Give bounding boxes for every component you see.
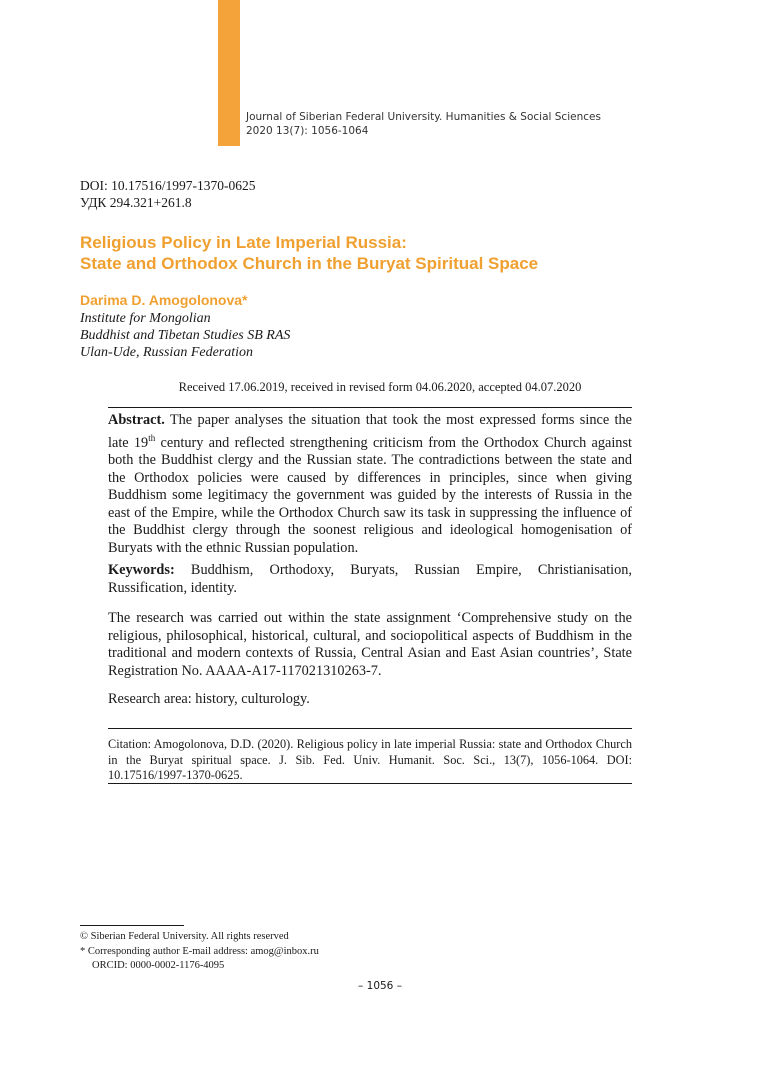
affiliation-line: Ulan-Ude, Russian Federation xyxy=(80,345,254,360)
paper-title xyxy=(80,232,538,274)
affiliation-line: Buddhist and Tibetan Studies SB RAS xyxy=(80,328,291,343)
keywords-label: Keywords: xyxy=(108,562,175,578)
doi: DOI: 10.17516/1997-1370-0625 xyxy=(80,178,256,193)
journal-issue: 2020 13(7): 1056-1064 xyxy=(246,125,369,137)
doi-block xyxy=(80,177,256,211)
title-line-2: State and Orthodox Church in the Buryat Spiritual Space xyxy=(80,254,539,273)
abstract-sup: th xyxy=(148,432,156,443)
abstract-text: The paper analyses the situation that took the most expressed forms since the late 19 xyxy=(108,412,632,451)
citation: Citation: Amogolonova, D.D. (2020). Religious policy in late imperial Russia: state and Orthodox Church in the Buryat spiritual space. J. Sib. Fed. Univ. Humanit. Soc. Sci., 13(7), 1056-1064. DOI: 10.17516/1997-1370-0625. xyxy=(108,737,632,782)
keywords xyxy=(108,562,632,597)
received-dates: Received 17.06.2019, received in revised form 04.06.2020, accepted 04.07.2020 xyxy=(178,380,582,394)
research-area: Research area: history, culturology. xyxy=(108,691,310,707)
affiliation xyxy=(80,310,290,361)
copyright-note: © Siberian Federal University. All rights reserved xyxy=(80,931,289,942)
abstract-label: Abstract. xyxy=(108,412,165,428)
funding-statement: The research was carried out within the state assignment ‘Comprehensive study on the religious, philosophical, historical, cultural, and sociopolitical aspects of Buddhism in the traditional and modern contexts of Russia, Central Asian and East Asian countries’, State Registration No. AAAA-A17-117021310263-7. xyxy=(108,610,632,679)
page-number: – 1056 – xyxy=(358,980,402,992)
journal-header xyxy=(246,110,601,138)
affiliation-line: Institute for Mongolian xyxy=(80,311,211,326)
title-line-1: Religious Policy in Late Imperial Russia: xyxy=(80,233,407,252)
abstract-text-cont: century and reflected strengthening criticism from the Orthodox Church against both the Buddhist clergy and the Russian state. The contradictions between the state and the Orthodox policies were caused by differences in principles, since when giving Buddhism some legitimacy the government was guided by the interests of Russia in the east of the Empire, while the Orthodox Church saw its task in suppressing the influence of the Buddhist clergy through the soonest religious and ideological homogenisation of Buryats with the ethnic Russian population. xyxy=(108,434,632,556)
abstract xyxy=(108,412,632,558)
citation-top-rule xyxy=(108,728,632,729)
author-name: Darima D. Amogolonova* xyxy=(80,292,248,308)
footnotes xyxy=(80,930,319,974)
journal-title: Journal of Siberian Federal University. Humanities & Social Sciences xyxy=(246,111,601,123)
corresponding-author-note: * Corresponding author E-mail address: amog@inbox.ru xyxy=(80,945,319,957)
udk: УДК 294.321+261.8 xyxy=(80,195,192,210)
footnote-rule xyxy=(80,925,184,926)
orcid-note: ORCID: 0000-0002-1176-4095 xyxy=(92,960,225,971)
keywords-text: Buddhism, Orthodoxy, Buryats, Russian Empire, Christianisation, Russification, identity. xyxy=(108,562,632,596)
citation-bottom-rule xyxy=(108,783,632,784)
journal-accent-bar xyxy=(218,0,240,146)
abstract-top-rule xyxy=(108,407,632,408)
